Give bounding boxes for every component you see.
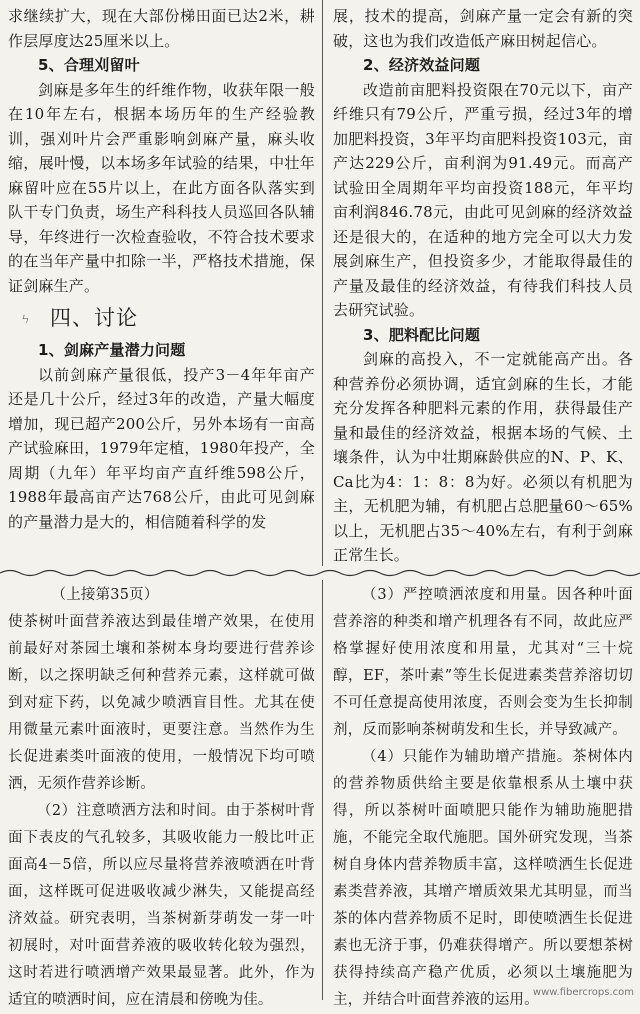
paragraph-tea-3: （3）严控喷洒浓度和用量。因各种叶面营养溶的种类和增产机理各有不同，故此应严格掌握好使用浓度和用量，尤其对“三十烷醇，EF，茶叶素”等生长促进素类营养溶切切不可任意提高使用浓度，否则会变为生长抑制剂，反而影响茶树萌发和生长，并导致减产。	[333, 587, 633, 738]
margin-mark: ㄣ	[20, 312, 31, 325]
paragraph-tea-2: （2）注意喷洒方法和时间。由于茶树叶背面下表皮的气孔较多，其吸收能力一般比叶正面高4－5倍，所以应尽量将营养液喷洒在叶背面，这样既可促进吸收减少淋失，又能提高经济效益。研究表明，当茶树新芽萌发一芽一叶初展时，对叶面营养液的吸收转化较为强烈，这时若进行喷洒增产效果最显著。此外，作为适宜的喷洒时间，应在清晨和傍晚为佳。	[8, 803, 315, 1008]
continued-from-note: （上接第35页）	[51, 587, 159, 603]
top-right-column	[333, 4, 633, 568]
subheading-5: 5、合理刈留叶	[38, 56, 140, 74]
section-separator-wavy-line	[0, 566, 640, 580]
bottom-right-column	[333, 582, 633, 1014]
paragraph-5: 剑麻是多年生的纤维作物，收获年限一般在10年左右，根据本场历年的生产经验教训，强刈叶片会严重影响剑麻产量，麻头收缩，展叶慢，以本场多年试验的结果，中壮年麻留叶应在55片以上，在此方面各队落实到队干专门负责，场生产科科技人员巡回各队辅导，年终进行一次检查验收，不符合技术要求的在当年产量中扣除一半，严格技术措施，保证剑麻生产。	[8, 80, 315, 295]
subheading-2: 2、经济效益问题	[363, 56, 481, 74]
subheading-3: 3、肥料配比问题	[363, 325, 481, 344]
paragraph-continuation: 求继续扩大，现在大部份梯田面已达2米，耕作层厚度达25厘米以上。	[8, 7, 315, 50]
bottom-left-column	[8, 582, 315, 1014]
paragraph-continuation: 展，技术的提高，剑麻产量一定会有新的突破，这也为我们改造低产麻田树起信心。	[333, 7, 633, 50]
column-divider-top	[322, 0, 323, 566]
paragraph-3: 剑麻的高投入，不一定就能高产出。各种营养份必须协调，适宜剑麻的生长，才能充分发挥各种肥料元素的作用，获得最佳产量和最佳的经济效益，根据本场的气候、土壤条件，认为中壮期麻龄供应的N、P、K、Ca比为4：1：8：8为好。必须以有机肥为主，无机肥为辅，有机肥占总肥量60～65%以上，无机肥占35～40%左右，有利于剑麻正常生长。	[333, 350, 633, 564]
paragraph-tea-4: （4）只能作为辅助增产措施。茶树体内的营养物质供给主要是依靠根系从土壤中获得，所以茶树叶面喷肥只能作为辅助施肥措施，不能完全取代施肥。国外研究发现，当茶树自身体内营养物质丰富，这样喷洒生长促进素类营养液，其增产增质效果尤其明显，而当茶的体内营养物质不足时，即使喷洒生长促进素也无济于事，仍难获得增产。所以要想茶树获得持续高产稳产优质，必须以土壤施肥为主，并结合叶面营养液的运用。	[333, 749, 633, 1008]
paragraph-2: 改造前亩肥料投资限在70元以下，亩产纤维只有79公斤，严重亏损，经过3年的增加肥料投资，3年平均亩肥料投资103元，亩产达229公斤，亩利润为91.49元。而高产试验田全周期年平均亩投资188元，年平均亩利润846.78元，由此可见剑麻的经济效益还是很大的，在适种的地方完全可以大力发展剑麻生产，但投资多少，才能取得最佳的产量及最佳的经济效益，有待我们科技人员去研究试验。	[333, 80, 633, 319]
paragraph-tea-1: 使茶树叶面营养液达到最佳增产效果，在使用前最好对茶园土壤和茶树本身均要进行营养诊断，以之探明缺乏何种营养元素，这样就可做到对症下药，以免减少喷洒盲目性。尤其在使用微量元素叶面液时，更要注意。当然作为生长促进素类叶面液的使用，一般情况下均可喷洒，无须作营养诊断。	[8, 614, 315, 792]
watermark: www.fibercrops.com	[532, 987, 634, 998]
section-heading-discussion: 四、讨论	[50, 306, 138, 330]
subheading-1: 1、剑麻产量潜力问题	[38, 341, 186, 359]
paragraph-1: 以前剑麻产量很低，投产3－4年年亩产还是几十公斤，经过3年的改造，产量大幅度增加，现已超产200公斤，另外本场有一亩高产试验麻田，1979年定植，1980年投产，全周期（九年）年平均亩产直纤维598公斤，1988年最高亩产达768公斤，由此可见剑麻的产量潜力是大的，相信随着科学的发	[8, 365, 315, 531]
top-left-column	[8, 4, 315, 534]
column-divider-bottom	[322, 580, 323, 1000]
